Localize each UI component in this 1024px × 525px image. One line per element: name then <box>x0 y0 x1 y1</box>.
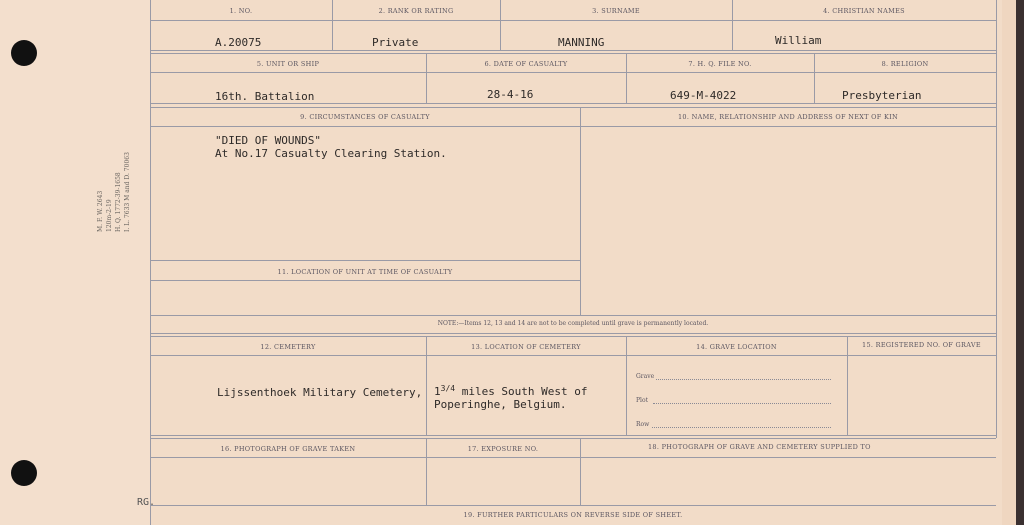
value-circumstances-line2: At No.17 Casualty Clearing Station. <box>215 147 447 160</box>
header-hq: 7. H. Q. FILE NO. <box>688 60 752 68</box>
header-photo-taken: 16. PHOTOGRAPH OF GRAVE TAKEN <box>220 445 356 453</box>
value-rank: Private <box>372 36 419 49</box>
header-photo-supplied: 18. PHOTOGRAPH OF GRAVE AND CEMETERY SUPPLIED TO <box>648 443 871 451</box>
header-surname: 3. SURNAME <box>592 7 640 15</box>
header-circumstances: 9. CIRCUMSTANCES OF CASUALTY <box>300 113 430 121</box>
value-cemetery-location-line1: $1^{3/4}$ miles South West of <box>434 384 588 398</box>
header-unit: 5. UNIT OR SHIP <box>256 60 320 68</box>
value-circumstances-line1: "DIED OF WOUNDS" <box>215 134 321 147</box>
label-plot: Plot <box>636 397 648 404</box>
header-cemetery-location: 13. LOCATION OF CEMETERY <box>471 343 581 351</box>
value-cemetery: Lijssenthoek Military Cemetery, <box>217 386 423 399</box>
rg-mark: RG. <box>137 497 156 508</box>
side-stamp-line: I. L. 7633 M and D. 70063 <box>124 152 131 232</box>
value-date: 28-4-16 <box>487 88 534 101</box>
header-christian: 4. CHRISTIAN NAMES <box>823 7 905 15</box>
value-hq: 649-M-4022 <box>670 89 737 102</box>
header-cemetery: 12. CEMETERY <box>260 343 316 351</box>
value-religion: Presbyterian <box>842 89 922 102</box>
left-margin <box>0 0 150 525</box>
punch-hole-top <box>11 40 37 66</box>
label-grave: Grave <box>636 373 655 380</box>
casualty-form <box>150 0 998 525</box>
header-exposure: 17. EXPOSURE NO. <box>467 445 539 453</box>
value-surname: MANNING <box>558 36 605 49</box>
side-stamp <box>96 152 132 232</box>
header-rank: 2. RANK OR RATING <box>378 7 454 15</box>
side-stamp-line: H. Q. 1772-39-1658 <box>115 172 122 232</box>
side-stamp-line: M. F. W. 2643 <box>97 190 104 232</box>
value-no: A.20075 <box>215 36 262 49</box>
footer-further: 19. FURTHER PARTICULARS ON REVERSE SIDE OF SHEET. <box>463 511 683 519</box>
right-edge <box>1002 0 1024 525</box>
value-christian: William <box>775 34 822 47</box>
note-text: NOTE:—Items 12, 13 and 14 are not to be completed until grave is permanently located. <box>437 320 709 327</box>
value-unit: 16th. Battalion <box>215 90 315 103</box>
side-stamp-line: 120m-2-19 <box>106 199 113 232</box>
header-date: 6. DATE OF CASUALTY <box>484 60 568 68</box>
header-no: 1. NO. <box>229 7 253 15</box>
punch-hole-bottom <box>11 460 37 486</box>
header-religion: 8. RELIGION <box>881 60 929 68</box>
header-registered: 15. REGISTERED NO. OF GRAVE <box>862 341 981 349</box>
header-grave-location: 14. GRAVE LOCATION <box>696 343 777 351</box>
header-location-unit: 11. LOCATION OF UNIT AT TIME OF CASUALTY <box>277 268 453 276</box>
label-row: Row <box>636 421 650 428</box>
header-kin: 10. NAME, RELATIONSHIP AND ADDRESS OF NEXT OF KIN <box>677 113 898 121</box>
value-cemetery-location-line2: Poperinghe, Belgium. <box>434 398 567 411</box>
